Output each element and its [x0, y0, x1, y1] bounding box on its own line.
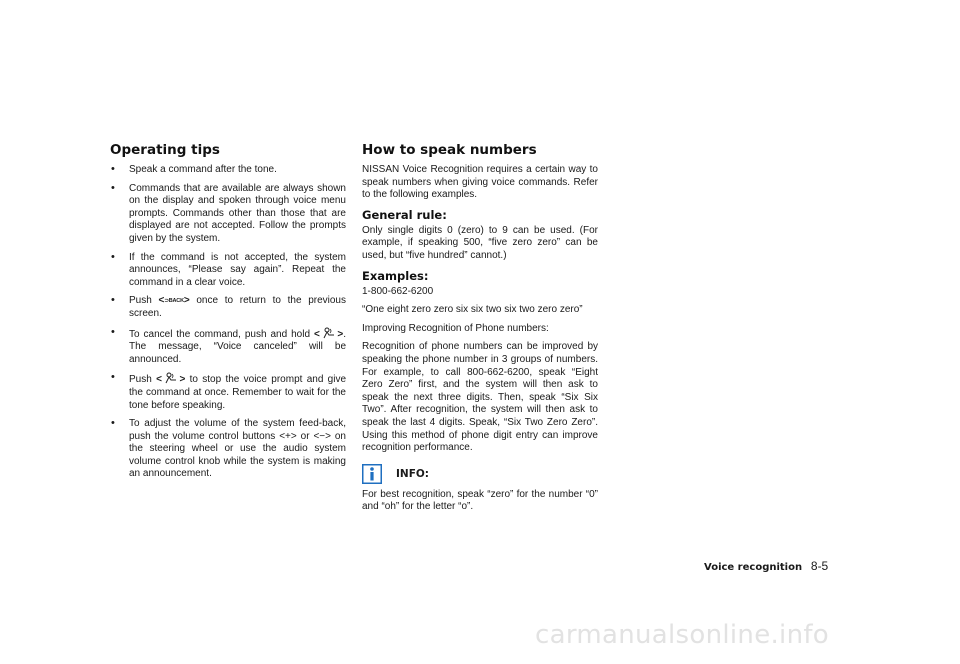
section-title: Voice recognition: [704, 562, 803, 573]
list-item: • Push < > to stop the voice prompt and give the command at once. Remember to wait for the tone before speaking.: [111, 371, 347, 411]
info-header: [362, 463, 598, 485]
bullet-text: . The message, “Voice canceled” will be announced.: [129, 328, 347, 365]
list-item: • To adjust the volume of the system feed-back, push the volume control buttons <+> or <−> on the steering wheel or use the audio system volume control knob while the system is making an announcement.: [111, 417, 346, 480]
watermark-text: carmanualsonline.info: [535, 620, 830, 650]
talk-button-symbol: < >: [156, 374, 186, 386]
info-icon: [362, 464, 382, 484]
improving-paragraph: Recognition of phone numbers can be improved by speaking the phone number in 3 groups of numbers. For example, to call 800-662-6200, speak “Eight Zero Zero” first, and the system will then ask to speak the next three digits. Then, speak “Six Six Two”. After recognition, the system will then ask to speak the last 4 digits. Speak, “Six Two Zero Zero”. Using this method of phone digit entry can improve recognition performance.: [362, 341, 598, 454]
intro-paragraph: NISSAN Voice Recognition requires a certain way to speak numbers when giving voice commands. Refer to the following examples.: [362, 164, 598, 201]
example-number: 1-800-662-6200: [362, 285, 434, 297]
info-paragraph: For best recognition, speak “zero” for the number “0” and “oh” for the letter “o”.: [362, 488, 598, 513]
bullet-text: Commands that are available are always shown on the display and spoken through voice menu prompts. Commands other than those that are displayed are not accepted. Follow the prompts given by the system.: [129, 182, 346, 244]
bullet-text: If the command is not accepted, the system announces, “Please say again”. Repeat the command in a clear voice.: [129, 251, 346, 288]
bullet-text: To cancel the command, push and hold: [129, 328, 311, 340]
bullet-text: To adjust the volume of the system feed-back, push the volume control buttons <+> or <−> on the steering wheel or use the audio system volume control knob while the system is making an announcement.: [129, 418, 346, 480]
left-column: [110, 142, 346, 487]
list-item: • If the command is not accepted, the system announces, “Please say again”. Repeat the command in a clear voice.: [111, 250, 346, 288]
page-number: 8-5: [810, 559, 829, 573]
back-icon: ⊃BACK: [164, 298, 184, 305]
info-label: INFO:: [396, 467, 429, 480]
general-rule-paragraph: Only single digits 0 (zero) to 9 can be used. (For example, if speaking 500, “five zero zero” can be used, but “five hundred” cannot.): [362, 224, 598, 261]
bullet-text: Speak a command after the tone.: [129, 164, 277, 175]
back-button-symbol: <⊃BACK>: [158, 295, 190, 307]
right-column: [362, 142, 598, 520]
bullet-text: Push: [129, 295, 152, 307]
page-footer: [704, 559, 828, 573]
list-item: • Commands that are available are always shown on the display and spoken through voice menu prompts. Commands other than those that are displayed are not accepted. Follow the prompts given by the system.: [111, 181, 346, 244]
list-item: • Speak a command after the tone.: [111, 163, 277, 175]
examples-heading: Examples:: [362, 268, 429, 283]
talk-icon: [323, 327, 335, 339]
talk-button-symbol: < >: [313, 328, 344, 340]
bullet-text: to stop the voice prompt and give the command at once. Remember to wait for the tone before speaking.: [129, 374, 347, 411]
example-spoken: “One eight zero zero six six two six two zero zero”: [362, 304, 583, 316]
bullet-text: once to return to the previous screen.: [129, 295, 346, 319]
operating-tips-heading: Operating tips: [110, 142, 220, 158]
bullet-text: Push: [129, 374, 152, 386]
talk-icon: [165, 372, 177, 384]
general-rule-heading: General rule:: [362, 207, 447, 222]
how-to-speak-numbers-heading: How to speak numbers: [362, 142, 537, 158]
list-item: • To cancel the command, push and hold < >. The message, “Voice canceled” will be announced.: [111, 325, 347, 365]
improving-label: Improving Recognition of Phone numbers:: [362, 322, 549, 334]
operating-tips-list: [110, 164, 346, 481]
list-item: • Push <⊃BACK> once to return to the previous screen.: [111, 294, 346, 319]
